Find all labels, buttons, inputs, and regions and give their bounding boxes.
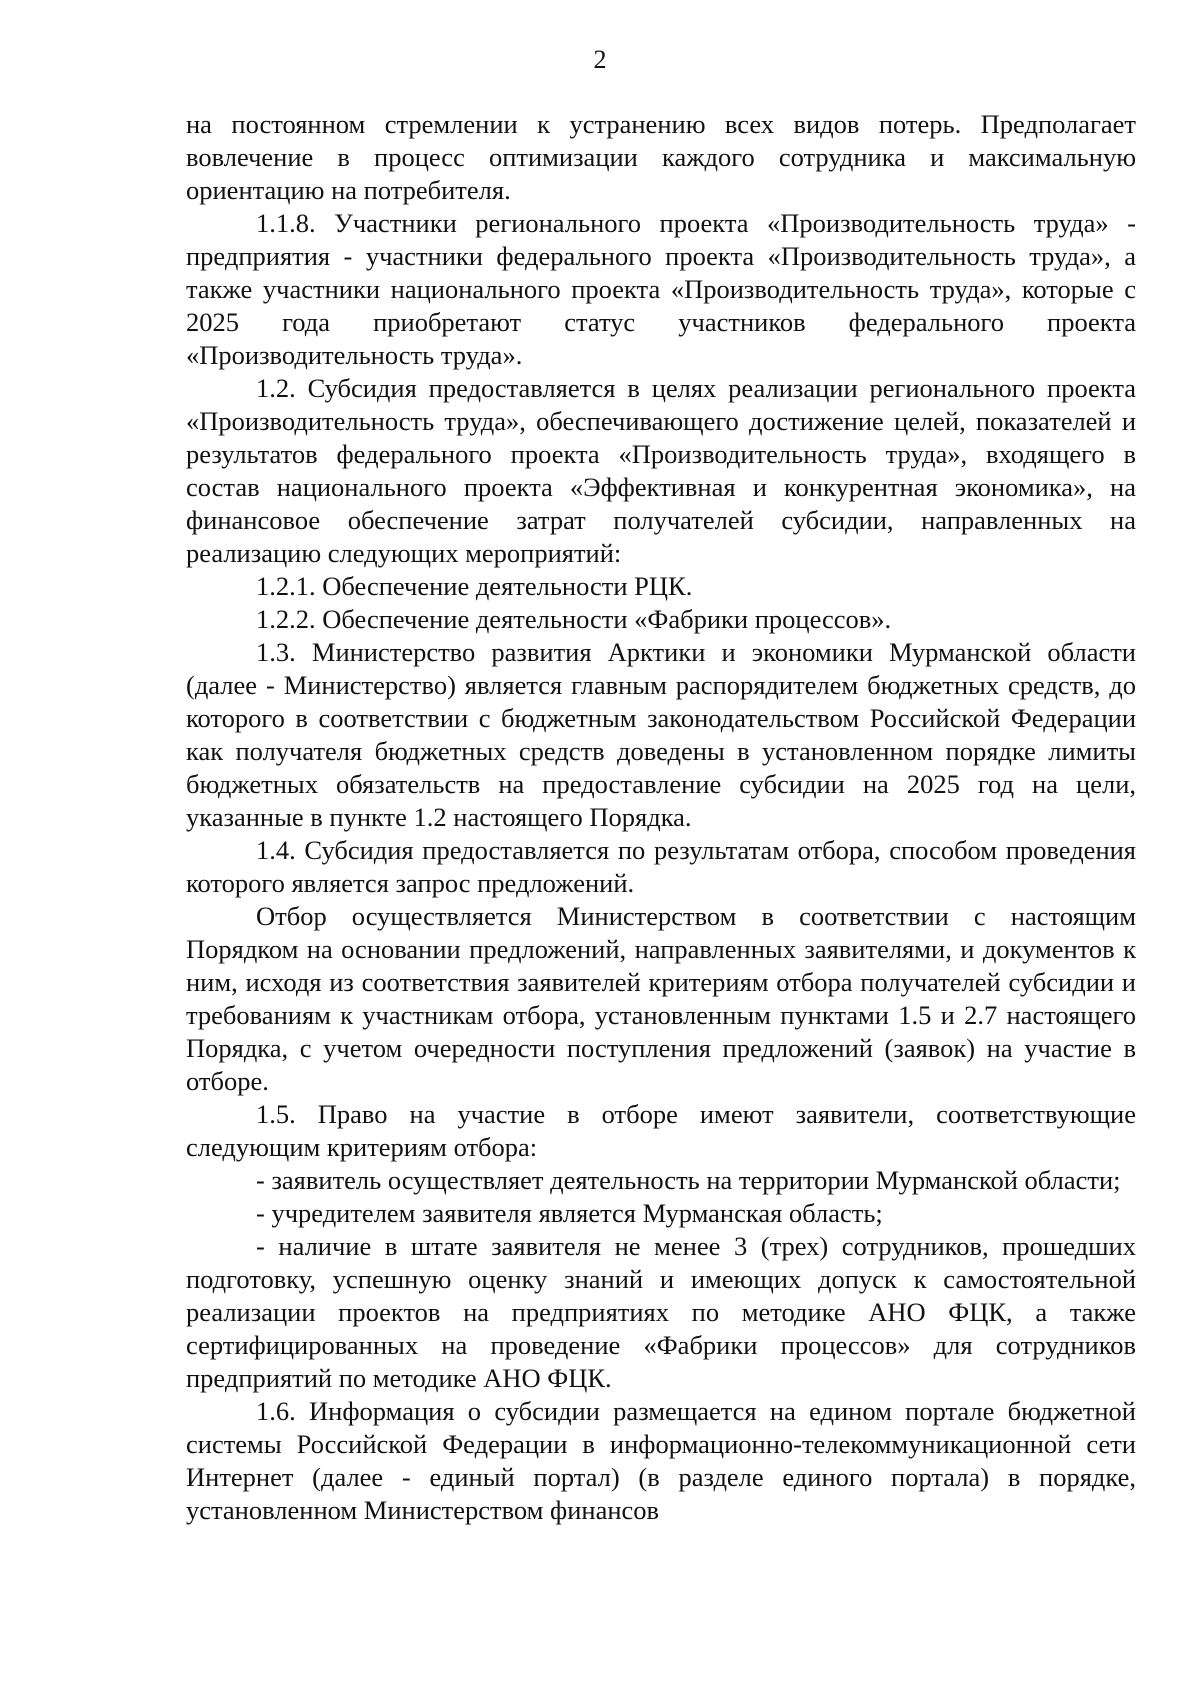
page-number: 2 xyxy=(593,45,607,74)
paragraph-1-4: 1.4. Субсидия предоставляется по результатам отбора, способом проведения которого является запрос предложений. xyxy=(186,835,1136,898)
paragraph-selection: Отбор осуществляется Министерством в соответствии с настоящим Порядком на основании предложений, направленных заявителями, и документов к ним, исходя из соответствия заявителей критериям отбора получателей субсидии и требованиям к участникам отбора, установленным пунктами 1.5 и 2.7 настоящего Порядка, с учетом очередности поступления предложений (заявок) на участие в отборе. xyxy=(186,901,1136,1096)
paragraph-1-2-1: 1.2.1. Обеспечение деятельности РЦК. xyxy=(256,571,693,601)
paragraph-continuation: на постоянном стремлении к устранению всех видов потерь. Предполагает вовлечение в процесс оптимизации каждого сотрудника и максимальную ориентацию на потребителя. xyxy=(186,109,1136,205)
paragraph-1-2-2: 1.2.2. Обеспечение деятельности «Фабрики процессов». xyxy=(256,604,892,634)
paragraph-1-1-8: 1.1.8. Участники регионального проекта «Производительность труда» - предприятия - участники федерального проекта «Производительность труда», а также участники национального проекта «Производительность труда», которые с 2025 года приобретают статус участников федерального проекта «Производительность труда». xyxy=(186,208,1136,370)
paragraph-1-2: 1.2. Субсидия предоставляется в целях реализации регионального проекта «Производительность труда», обеспечивающего достижение целей, показателей и результатов федерального проекта «Производительность труда», входящего в состав национального проекта «Эффективная и конкурентная экономика», на финансовое обеспечение затрат получателей субсидии, направленных на реализацию следующих мероприятий: xyxy=(186,373,1136,568)
criterion-founder: - учредителем заявителя является Мурманская область; xyxy=(256,1198,883,1228)
paragraph-1-6: 1.6. Информация о субсидии размещается на едином портале бюджетной системы Российской Федерации в информационно-телекоммуникационной сети Интернет (далее - единый портал) (в разделе единого портала) в порядке, установленном Министерством финансов xyxy=(186,1396,1136,1525)
document-body xyxy=(186,108,1136,1527)
paragraph-1-3: 1.3. Министерство развития Арктики и экономики Мурманской области (далее - Министерство) является главным распорядителем бюджетных средств, до которого в соответствии с бюджетным законодательством Российской Федерации как получателя бюджетных средств доведены в установленном порядке лимиты бюджетных обязательств на предоставление субсидии на 2025 год на цели, указанные в пункте 1.2 настоящего Порядка. xyxy=(186,637,1136,832)
criterion-staff: - наличие в штате заявителя не менее 3 (трех) сотрудников, прошедших подготовку, успешную оценку знаний и имеющих допуск к самостоятельной реализации проектов на предприятиях по методике АНО ФЦК, а также сертифицированных на проведение «Фабрики процессов» для сотрудников предприятий по методике АНО ФЦК. xyxy=(186,1231,1136,1393)
paragraph-1-5: 1.5. Право на участие в отборе имеют заявители, соответствующие следующим критериям отбора: xyxy=(186,1099,1136,1162)
criterion-territory: - заявитель осуществляет деятельность на территории Мурманской области; xyxy=(256,1165,1121,1195)
